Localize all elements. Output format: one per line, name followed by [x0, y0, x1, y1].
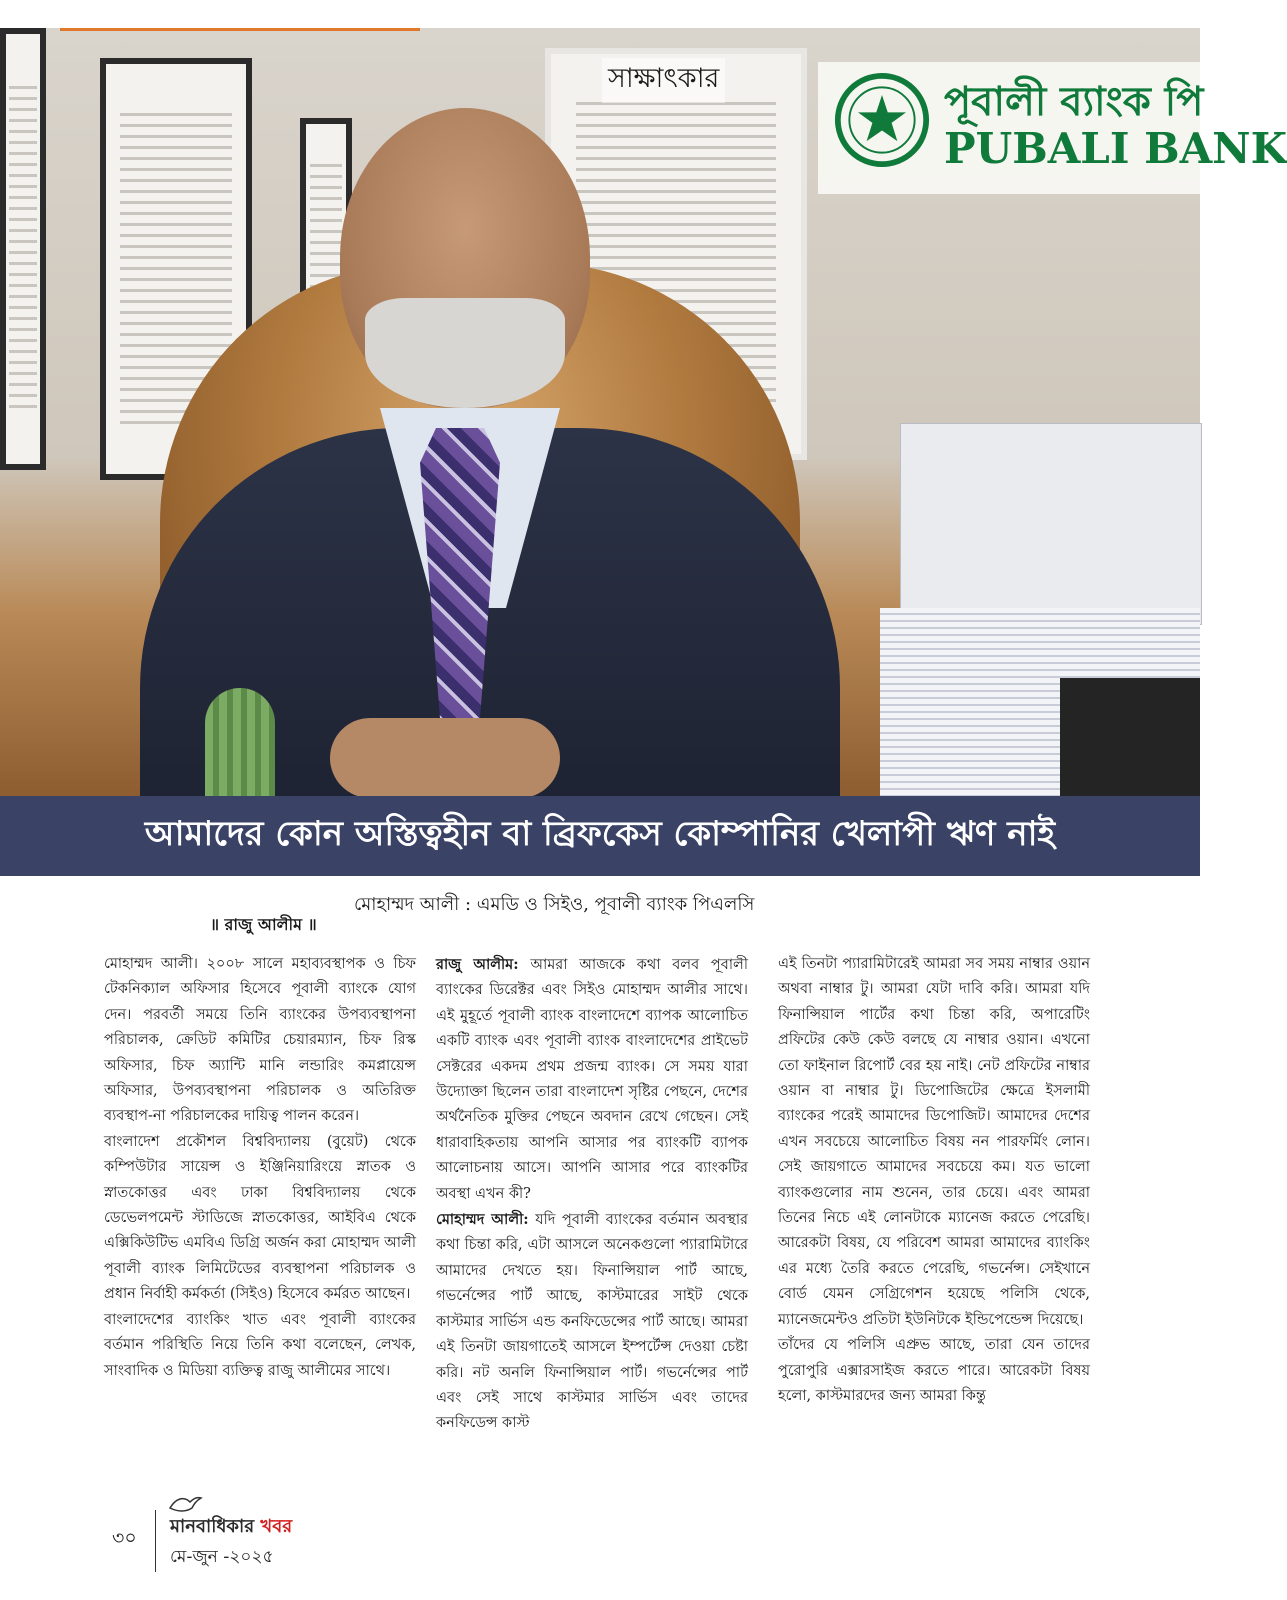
person-hands — [330, 718, 560, 798]
speaker-label: মোহাম্মদ আলী: — [436, 1211, 529, 1229]
wall-frame-left — [0, 28, 46, 470]
paragraph: বাংলাদেশ প্রকৌশল বিশ্ববিদ্যালয় (বুয়েট) থেকে কম্পিউটার সায়েন্স ও ইঞ্জিনিয়ারিংয়ে স্নাতক ও স্নাতকোত্তর এবং ঢাকা বিশ্ববিদ্যালয় থেকে ডেভেলপমেন্ট স্টাডিজে স্নাতকোত্তর, আইবিএ থেকে এক্সিকিউটিভ এমবিএ ডিগ্রি অর্জন করা মোহাম্মদ আলী পূবালী ব্যাংক লিমিটেডের ব্যবস্থাপনা পরিচালক ও প্রধান নির্বাহী কর্মকর্তা (সিইও) হিসেবে কর্মরত আছেন। — [104, 1133, 416, 1303]
issue-date: মে-জুন -২০২৫ — [170, 1547, 274, 1567]
column-3 — [778, 952, 1090, 1472]
headline-band — [0, 796, 1200, 876]
question-paragraph — [436, 952, 748, 1207]
article-columns — [104, 952, 1102, 1472]
speaker-label: রাজু আলীম: — [436, 956, 519, 973]
paragraph: এই তিনটা প্যারামিটারেই আমরা সব সময় নাম্বার ওয়ান অথবা নাম্বার টু। আমরা যেটা দাবি করি। আমরা যদি ফিনান্সিয়াল পার্টের কথা চিন্তা করি, অপারেটিং প্রফিটের কেউ কেউ বলছে যে নাম্বার ওয়ান। এখনো তো ফাইনাল রিপোর্ট বের হয় নাই। নেট প্রফিটের নাম্বার ওয়ান বা নাম্বার টু। ডিপোজিটের ক্ষেত্রে ইসলামী ব্যাংকের পরেই আমাদের ডিপোজিট। আমাদের দেশের এখন সবচেয়ে আলোচিত বিষয় নন পারফর্মিং লোন। সেই জায়গাতে আমাদের সবচেয়ে কম। যত ভালো ব্যাংকগুলোর নাম শুনেন, তার চেয়ে। এবং আমরা তিনের নিচে এই লোনটাকে ম্যানেজ করতে পেরেছি। আরেকটা বিষয়, যে পরিবেশ আমরা আমাদের ব্যাংকিং এর মধ্যে তৈরি করতে পেরেছি, গভর্নেন্স। সেইখানে বোর্ড যেমন সেগ্রিগেশন হয়েছে পলিসি থেকে, ম্যানেজমেন্টও প্রতিটা ইউনিটকে ইন্ডিপেন্ডেন্স দিয়েছে। — [778, 956, 1090, 1328]
bank-seal-icon — [834, 72, 930, 168]
subheadline: মোহাম্মদ আলী : এমডি ও সিইও, পূবালী ব্যাংক পিএলসি — [354, 894, 755, 915]
top-accent-rule — [60, 28, 420, 31]
paragraph: বাংলাদেশের ব্যাংকিং খাত এবং পূবালী ব্যাংকের বর্তমান পরিস্থিতি নিয়ে তিনি কথা বলেছেন, লেখক, সাংবাদিক ও মিডিয়া ব্যক্তিত্ব রাজু আলীমের সাথে। — [104, 1311, 416, 1379]
footer-divider — [155, 1510, 156, 1572]
bank-name-bengali: পূবালী ব্যাংক পি — [944, 79, 1204, 125]
bank-name-english: PUBALI BANK — [944, 124, 1287, 173]
byline: ॥ রাজু আলীম ॥ — [210, 915, 317, 934]
magazine-logo — [168, 1494, 328, 1537]
section-tag: সাক্ষাৎকার — [602, 58, 725, 103]
magazine-title-part1: মানবাধিকার — [170, 1516, 255, 1537]
magazine-title — [170, 1512, 292, 1543]
answer-paragraph — [436, 1207, 748, 1437]
headline: আমাদের কোন অস্তিত্বহীন বা ব্রিফকেস কোম্পানির খেলাপী ঋণ নাই — [144, 813, 1056, 854]
paragraph: তাঁদের যে পলিসি এপ্রুভ আছে, তারা যেন তাদের পুরোপুরি এক্সারসাইজ করতে পারে। আরেকটা বিষয় হলো, কাস্টমারদের জন্য আমরা কিন্তু — [778, 1337, 1090, 1404]
page-number: ৩০ — [112, 1527, 137, 1549]
magazine-title-part2: খবর — [254, 1516, 293, 1537]
column-1 — [104, 952, 416, 1472]
question-text: আমরা আজকে কথা বলব পূবালী ব্যাংকের ডিরেক্টর এবং সিইও মোহাম্মদ আলীর সাথে। এই মুহূর্তে পূবালী ব্যাংক বাংলাদেশে ব্যাপক আলোচিত একটি ব্যাংক এবং পূবালী ব্যাংক বাংলাদেশের প্রাইভেট সেক্টরের একদম প্রথম প্রজন্ম ব্যাংক। সে সময় যারা উদ্যোক্তা ছিলেন তারা বাংলাদেশ সৃষ্টির পেছনে, দেশের অর্থনৈতিক মুক্তির পেছনে অবদান রেখে গেছেন। সেই ধারাবাহিকতায় আপনি আসার পর ব্যাংকটি ব্যাপক আলোচনায় আসে। আপনি আসার পরে ব্যাংকটির অবস্থা এখন কী? — [436, 957, 748, 1202]
answer-text: যদি পূবালী ব্যাংকের বর্তমান অবস্থার কথা চিন্তা করি, এটা আসলে অনেকগুলো প্যারামিটারে আমাদের দেখতে হয়। ফিনান্সিয়াল পার্ট আছে, গভর্নেন্সের পার্ট আছে, কাস্টমারের সাইট থেকে কাস্টমার সার্ভিস এন্ড কনফিডেন্সের পার্ট আছে। আমরা এই তিনটা জায়গাতেই আসলে ইম্পর্টেন্স দেওয়া চেষ্টা করি। নট অনলি ফিনান্সিয়াল পার্ট। গভর্নেন্সের পার্ট এবং সেই সাথে কাস্টমার সার্ভিস এবং তাদের কনফিডেন্স কাস্ট — [436, 1212, 748, 1432]
paragraph: মোহাম্মদ আলী। ২০০৮ সালে মহাব্যবস্থাপক ও চিফ টেকনিক্যাল অফিসার হিসেবে পূবালী ব্যাংকে যোগ দেন। পরবর্তী সময়ে তিনি ব্যাংকের উপব্যবস্থাপনা পরিচালক, ক্রেডিট কমিটির চেয়ারম্যান, চিফ রিস্ক অফিসার, চিফ অ্যান্টি মানি লন্ডারিং কমপ্লায়েন্স অফিসার, উপব্যবস্থাপনা পরিচালক ও অতিরিক্ত ব্যবস্থাপ-না পরিচালকের দায়িত্ব পালন করেন। — [104, 956, 416, 1125]
office-printer — [900, 423, 1202, 625]
bank-logo — [818, 62, 1287, 194]
column-2 — [436, 952, 748, 1472]
person-beard — [365, 298, 565, 408]
